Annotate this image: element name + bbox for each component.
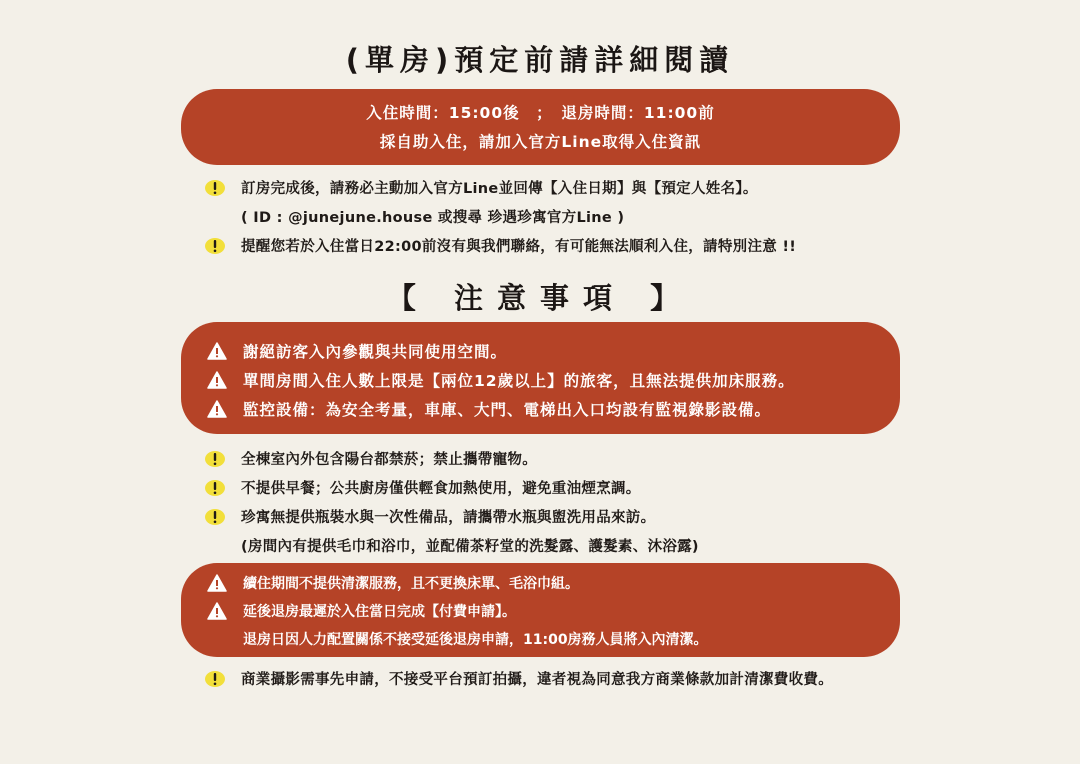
house-rule-text: 珍寓無提供瓶裝水與一次性備品，請攜帶水瓶與盥洗用品來訪。 [241,510,656,526]
exclamation-warning-icon [205,508,225,526]
stay-policy-line [207,625,900,653]
booking-note-line [205,231,796,260]
warning-triangle-icon [207,400,227,418]
exclamation-warning-icon [205,237,225,255]
house-rule-text: 全棟室內外包含陽台都禁菸；禁止攜帶寵物。 [241,452,537,468]
photography-line [205,664,833,693]
checkin-time-line: 入住時間：15:00後 ； 退房時間：11:00前 [366,104,715,122]
amenities-text: (房間內有提供毛巾和浴巾，並配備茶籽堂的洗髮露、護髮素、沐浴露) [241,539,699,555]
house-rule-line [205,502,699,531]
house-rules [205,444,699,560]
stay-policy-line [207,597,900,625]
stay-policy-text: 延後退房最遲於入住當日完成【付費申請】。 [243,604,516,620]
stay-policy-text: 續住期間不提供清潔服務，且不更換床單、毛浴巾組。 [243,576,579,592]
notice-line [207,336,900,365]
page-title: (單房)預定前請詳細閱讀 [345,43,735,77]
notice-text: 監控設備：為安全考量，車庫、大門、電梯出入口均設有監視錄影設備。 [243,400,772,419]
booking-note-text: 訂房完成後，請務必主動加入官方Line並回傳【入住日期】與【預定人姓名】。 [241,181,758,197]
checkin-info-box [181,89,900,165]
warning-triangle-icon [207,574,227,592]
notice-text: 單間房間入住人數上限是【兩位12歲以上】的旅客，且無法提供加床服務。 [243,371,795,390]
house-rule-text: 不提供早餐；公共廚房僅供輕食加熱使用，避免重油煙烹調。 [241,481,641,497]
notice-line [207,394,900,423]
notice-line [207,365,900,394]
notice-box [181,322,900,434]
booking-note-line [205,173,796,202]
stay-policy-line [207,569,900,597]
house-rule-line [205,473,699,502]
warning-triangle-icon [207,602,227,620]
house-rule-line [205,531,699,560]
exclamation-warning-icon [205,479,225,497]
exclamation-warning-icon [205,450,225,468]
notice-text: 謝絕訪客入內參觀與共同使用空間。 [243,342,508,361]
exclamation-warning-icon [205,179,225,197]
section-title: 【 注意事項 】 [386,281,694,315]
line-id-text: ( ID : @junejune.house 或搜尋 珍遇珍寓官方Line ) [241,210,625,226]
booking-notes [205,173,796,260]
photography-note [205,664,833,693]
booking-note-text: 提醒您若於入住當日22:00前沒有與我們聯絡，有可能無法順利入住，請特別注意 !! [241,239,797,255]
photography-text: 商業攝影需事先申請，不接受平台預訂拍攝，違者視為同意我方商業條款加計清潔費收費。 [241,672,833,688]
booking-note-line [205,202,796,231]
stay-policy-text: 退房日因人力配置關係不接受延後退房申請，11:00房務人員將入內清潔。 [243,632,708,648]
house-rule-line [205,444,699,473]
exclamation-warning-icon [205,670,225,688]
stay-policy-box [181,563,900,657]
warning-triangle-icon [207,342,227,360]
warning-triangle-icon [207,371,227,389]
self-checkin-line: 採自助入住，請加入官方Line取得入住資訊 [379,133,702,151]
